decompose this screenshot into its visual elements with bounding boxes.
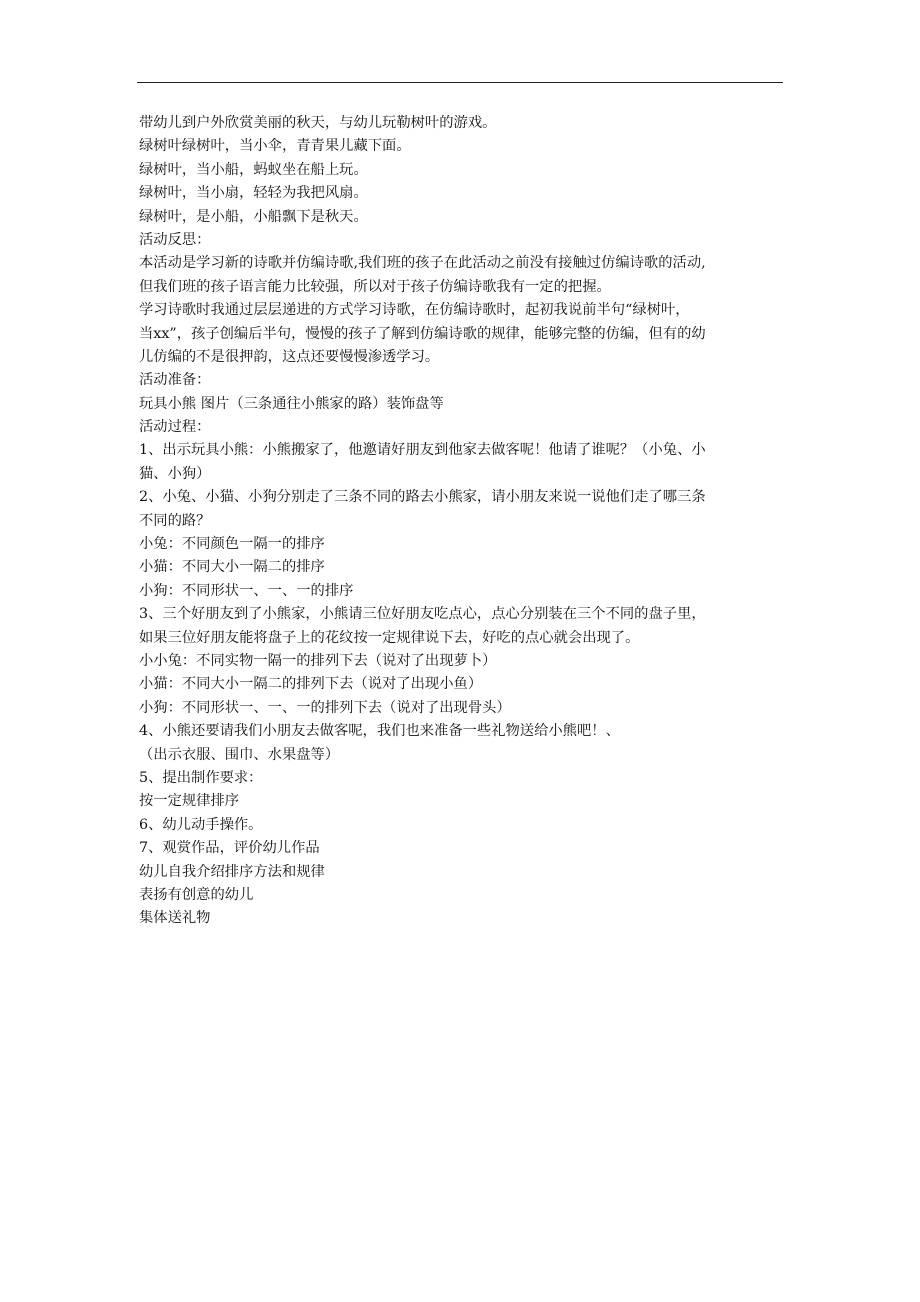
step-line: 3、三个好朋友到了小熊家，小熊请三位好朋友吃点心，点心分别装在三个不同的盘子里， <box>139 606 706 623</box>
section-heading-reflection: 活动反思： <box>139 231 211 248</box>
text-line: （出示衣服、围巾、水果盘等） <box>139 746 340 763</box>
text-line: 小狗：不同形状一、一、一的排列下去（说对了出现骨头） <box>139 699 511 716</box>
text-line: 本活动是学习新的诗歌并仿编诗歌,我们班的孩子在此活动之前没有接触过仿编诗歌的活动, <box>139 255 706 272</box>
step-line: 4、小熊还要请我们小朋友去做客呢，我们也来准备一些礼物送给小熊吧！、 <box>139 723 620 740</box>
step-line: 5、提出制作要求： <box>139 769 263 786</box>
step-line: 1、出示玩具小熊：小熊搬家了，他邀请好朋友到他家去做客呢！他请了谁呢？（小兔、小 <box>139 442 706 459</box>
text-line: 当xx”，孩子创编后半句，慢慢的孩子了解到仿编诗歌的规律，能够完整的仿编，但有的幼 <box>139 325 706 342</box>
text-line: 小狗：不同形状一、一、一的排序 <box>139 582 354 599</box>
text-line: 小猫：不同大小一隔二的排列下去（说对了出现小鱼） <box>139 676 483 693</box>
step-line: 不同的路？ <box>139 512 211 529</box>
text-line: 小兔：不同颜色一隔一的排序 <box>139 536 325 553</box>
poem-line: 绿树叶，当小船，蚂蚁坐在船上玩。 <box>139 161 368 178</box>
step-line: 6、幼儿动手操作。 <box>139 816 263 833</box>
header-rule <box>137 82 783 83</box>
text-line: 学习诗歌时我通过层层递进的方式学习诗歌，在仿编诗歌时，起初我说前半句“绿树叶， <box>139 302 690 319</box>
section-heading-preparation: 活动准备： <box>139 372 211 389</box>
section-heading-process: 活动过程： <box>139 419 211 436</box>
text-line: 儿仿编的不是很押韵，这点还要慢慢渗透学习。 <box>139 348 440 365</box>
text-line: 玩具小熊 图片（三条通往小熊家的路）装饰盘等 <box>139 395 444 412</box>
step-line: 2、小兔、小猫、小狗分别走了三条不同的路去小熊家，请小朋友来说一说他们走了哪三条 <box>139 489 706 506</box>
text-line: 表扬有创意的幼儿 <box>139 886 254 903</box>
step-line: 7、观赏作品，评价幼儿作品 <box>139 840 320 857</box>
poem-line: 绿树叶，是小船，小船飘下是秋天。 <box>139 208 368 225</box>
text-line: 按一定规律排序 <box>139 793 240 810</box>
step-line: 如果三位好朋友能将盘子上的花纹按一定规律说下去，好吃的点心就会出现了。 <box>139 629 640 646</box>
text-line: 小猫：不同大小一隔二的排序 <box>139 559 325 576</box>
text-line: 带幼儿到户外欣赏美丽的秋天，与幼儿玩勒树叶的游戏。 <box>139 115 497 131</box>
step-line: 猫、小狗） <box>139 465 211 482</box>
text-line: 但我们班的孩子语言能力比较强，所以对于孩子仿编诗歌我有一定的把握。 <box>139 278 611 295</box>
text-line: 幼儿自我介绍排序方法和规律 <box>139 863 325 880</box>
poem-line: 绿树叶，当小扇，轻轻为我把风扇。 <box>139 185 368 202</box>
poem-line: 绿树叶绿树叶，当小伞，青青果儿藏下面。 <box>139 138 411 155</box>
document-body <box>139 112 787 931</box>
text-line: 小小兔：不同实物一隔一的排列下去（说对了出现萝卜） <box>139 652 497 669</box>
text-line: 集体送礼物 <box>139 910 211 927</box>
